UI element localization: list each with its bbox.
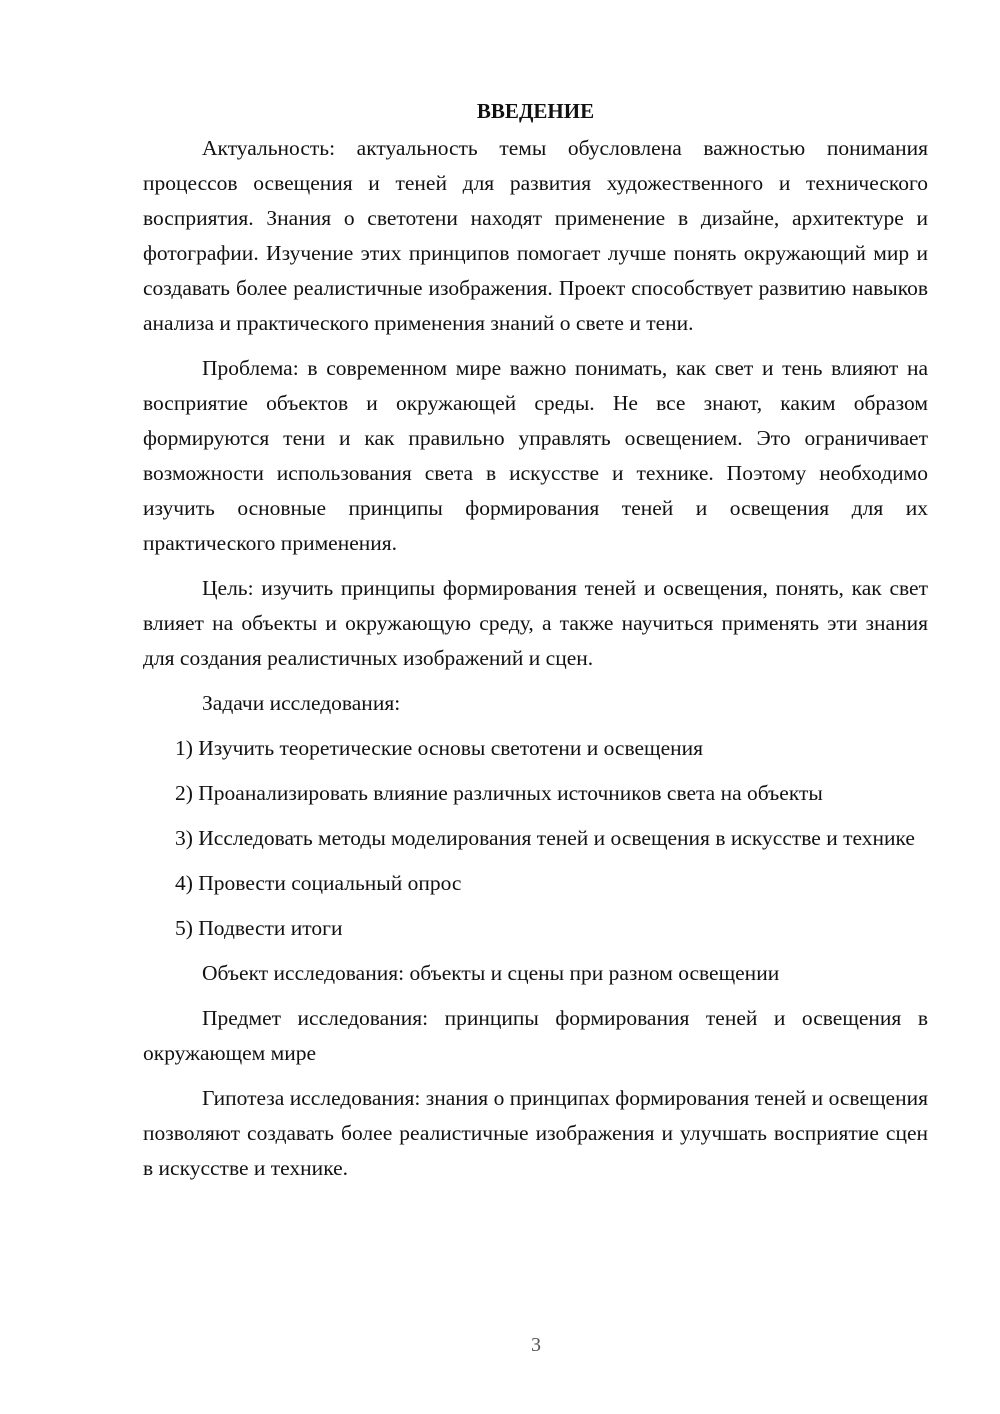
paragraph-relevance: Актуальность: актуальность темы обусловлена важностью понимания процессов освещения и теней для развития художественного и технического восприятия. Знания о светотени находят применение в дизайне, архитектуре и фотографии. Изучение этих принципов помогает лучше понять окружающий мир и создавать более реалистичные изображения. Проект способствует развитию навыков анализа и практического применения знаний о свете и тени. — [143, 136, 928, 335]
task-item-4: 4) Провести социальный опрос — [175, 871, 462, 895]
task-item-3: 3) Исследовать методы моделирования теней и освещения в искусстве и технике — [175, 826, 915, 850]
paragraph-subject: Предмет исследования: принципы формирования теней и освещения в окружающем мире — [143, 1006, 928, 1065]
task-item-1: 1) Изучить теоретические основы светотени и освещения — [175, 736, 704, 760]
page-number: 3 — [531, 1334, 541, 1356]
paragraph-object: Объект исследования: объекты и сцены при разном освещении — [202, 961, 780, 985]
section-title: ВВЕДЕНИЕ — [476, 99, 595, 123]
tasks-heading: Задачи исследования: — [202, 691, 401, 715]
paragraph-problem: Проблема: в современном мире важно понимать, как свет и тень влияют на восприятие объектов и окружающей среды. Не все знают, каким образом формируются тени и как правильно управлять освещением. Это ограничивает возможности использования света в искусстве и технике. Поэтому необходимо изучить основные принципы формирования теней и освещения для их практического применения. — [143, 356, 928, 555]
task-item-5: 5) Подвести итоги — [175, 916, 343, 940]
paragraph-goal: Цель: изучить принципы формирования теней и освещения, понять, как свет влияет на объекты и окружающую среду, а также научиться применять эти знания для создания реалистичных изображений и сцен. — [143, 576, 928, 670]
page-content — [143, 94, 928, 1196]
paragraph-hypothesis: Гипотеза исследования: знания о принципах формирования теней и освещения позволяют создавать более реалистичные изображения и улучшать восприятие сцен в искусстве и технике. — [143, 1086, 928, 1180]
task-item-2: 2) Проанализировать влияние различных источников света на объекты — [175, 781, 823, 805]
